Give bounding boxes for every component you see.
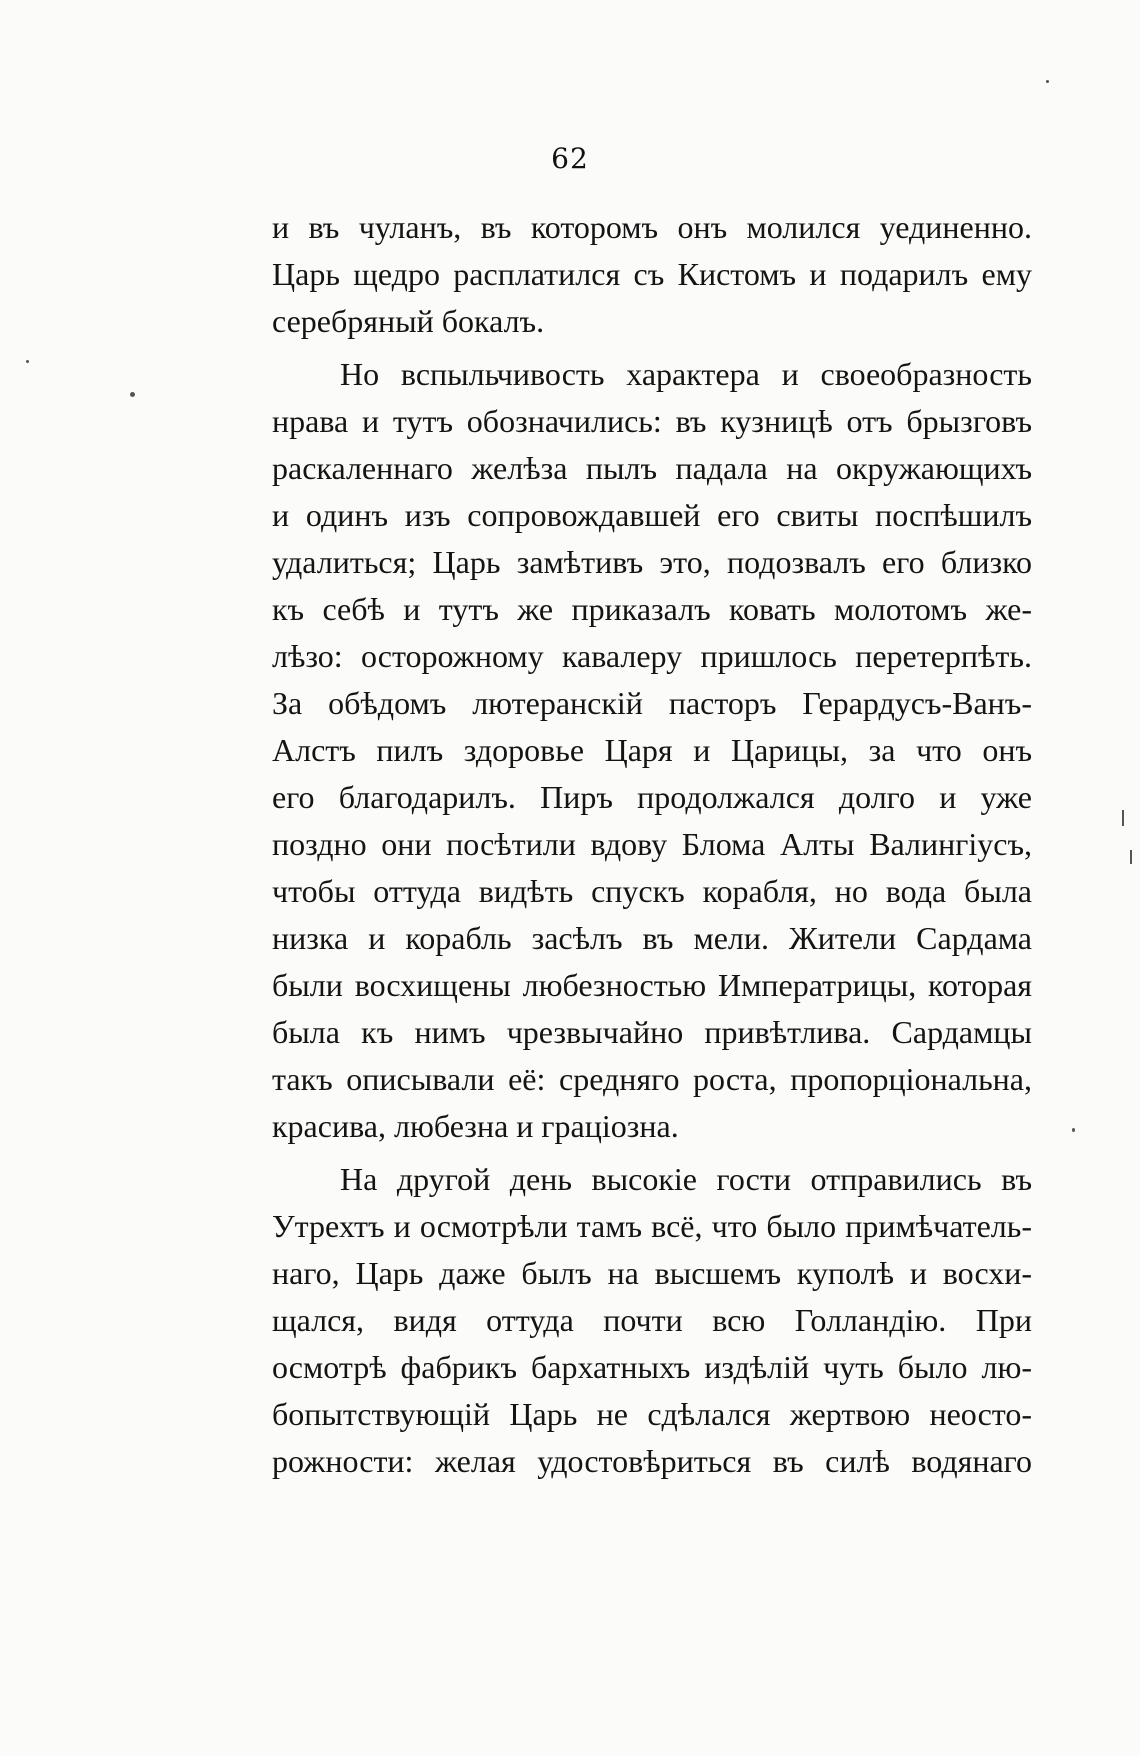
text-line: Царь щедро расплатился съ Кистомъ и подарилъ ему — [272, 256, 1032, 292]
text-line: поздно они посѣтили вдову Блома Алты Валингіусъ, — [272, 826, 1032, 862]
text-line: наго, Царь даже былъ на высшемъ куполѣ и восхи- — [272, 1255, 1032, 1291]
text-line: его благодарилъ. Пиръ продолжался долго и уже — [272, 779, 1032, 815]
text-line: За обѣдомъ лютеранскій пасторъ Герардусъ-Ванъ- — [272, 685, 1032, 721]
scan-speck — [1122, 810, 1124, 826]
body-text — [272, 204, 1032, 1485]
text-line: бопытствующій Царь не сдѣлался жертвою неосто- — [272, 1396, 1032, 1432]
text-line: были восхищены любезностью Императрицы, которая — [272, 967, 1032, 1003]
text-line: удалиться; Царь замѣтивъ это, подозвалъ его близко — [272, 544, 1032, 580]
scan-speck — [1072, 1128, 1075, 1132]
text-line: нрава и тутъ обозначились: въ кузницѣ отъ брызговъ — [272, 403, 1032, 439]
text-line: Но вспыльчивость характера и своеобразность — [340, 356, 1032, 392]
scan-speck — [1130, 850, 1132, 864]
text-line: серебряный бокалъ. — [272, 303, 545, 339]
text-line: красива, любезна и граціозна. — [272, 1108, 679, 1144]
paragraph-2 — [272, 351, 1032, 1150]
text-line: Алстъ пилъ здоровье Царя и Царицы, за что онъ — [272, 732, 1032, 768]
text-line: такъ описывали её: средняго роста, пропорціональна, — [272, 1061, 1032, 1097]
scan-speck — [26, 360, 29, 363]
page-number: 62 — [551, 142, 589, 175]
text-line: была къ нимъ чрезвычайно привѣтлива. Сардамцы — [272, 1014, 1032, 1050]
paragraph-1 — [272, 204, 1032, 345]
text-line: рожности: желая удостовѣриться въ силѣ водянаго — [272, 1443, 1032, 1479]
text-line: и въ чуланъ, въ которомъ онъ молился уединенно. — [272, 209, 1032, 245]
scan-speck — [1046, 80, 1049, 83]
text-line: къ себѣ и тутъ же приказалъ ковать молотомъ же- — [272, 591, 1032, 627]
text-line: Утрехтъ и осмотрѣли тамъ всё, что было примѣчатель- — [272, 1208, 1032, 1244]
text-line: чтобы оттуда видѣть спускъ корабля, но вода была — [272, 873, 1032, 909]
text-line: низка и корабль засѣлъ въ мели. Жители Сардама — [272, 920, 1032, 956]
scan-speck — [130, 392, 135, 397]
paragraph-3 — [272, 1156, 1032, 1485]
text-line: лѣзо: осторожному кавалеру пришлось перетерпѣть. — [272, 638, 1032, 674]
text-line: и одинъ изъ сопровождавшей его свиты поспѣшилъ — [272, 497, 1032, 533]
text-line: осмотрѣ фабрикъ бархатныхъ издѣлій чуть было лю- — [272, 1349, 1032, 1385]
text-line: На другой день высокіе гости отправились въ — [340, 1161, 1032, 1197]
text-line: щался, видя оттуда почти всю Голландію. При — [272, 1302, 1032, 1338]
text-line: раскаленнаго желѣза пылъ падала на окружающихъ — [272, 450, 1032, 486]
